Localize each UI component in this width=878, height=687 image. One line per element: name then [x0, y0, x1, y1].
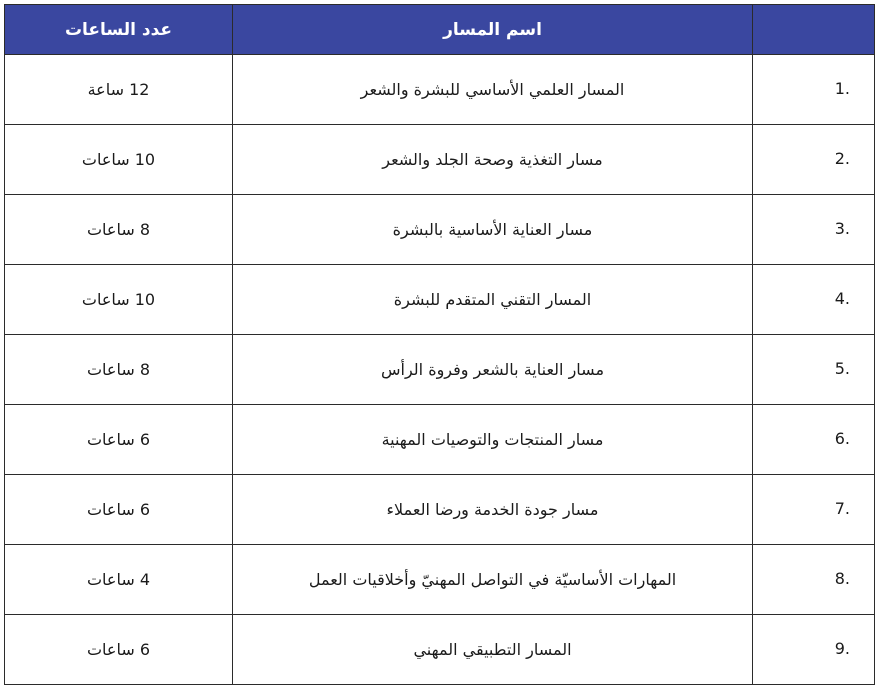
track-hours: 6 ساعات: [5, 405, 233, 475]
track-name: مسار جودة الخدمة ورضا العملاء: [233, 475, 753, 545]
table-row: [5, 125, 875, 195]
row-number: .4: [753, 265, 875, 335]
track-name: مسار العناية الأساسية بالبشرة: [233, 195, 753, 265]
header-track-name: اسم المسار: [233, 5, 753, 55]
track-name: مسار المنتجات والتوصيات المهنية: [233, 405, 753, 475]
track-name: المسار العلمي الأساسي للبشرة والشعر: [233, 55, 753, 125]
track-name: مسار التغذية وصحة الجلد والشعر: [233, 125, 753, 195]
track-hours: 4 ساعات: [5, 545, 233, 615]
table-row: [5, 545, 875, 615]
track-hours: 8 ساعات: [5, 195, 233, 265]
track-hours: 10 ساعات: [5, 265, 233, 335]
header-hours: عدد الساعات: [5, 5, 233, 55]
track-hours: 6 ساعات: [5, 475, 233, 545]
track-name: المسار التطبيقي المهني: [233, 615, 753, 685]
track-name: المسار التقني المتقدم للبشرة: [233, 265, 753, 335]
track-hours: 10 ساعات: [5, 125, 233, 195]
row-number: .7: [753, 475, 875, 545]
row-number: .9: [753, 615, 875, 685]
table-row: [5, 55, 875, 125]
track-hours: 6 ساعات: [5, 615, 233, 685]
courses-table-container: [4, 4, 874, 683]
row-number: .3: [753, 195, 875, 265]
track-name: مسار العناية بالشعر وفروة الرأس: [233, 335, 753, 405]
table-row: [5, 475, 875, 545]
table-row: [5, 265, 875, 335]
table-row: [5, 195, 875, 265]
courses-table: [4, 4, 875, 685]
row-number: .6: [753, 405, 875, 475]
track-hours: 12 ساعة: [5, 55, 233, 125]
row-number: .2: [753, 125, 875, 195]
track-hours: 8 ساعات: [5, 335, 233, 405]
row-number: .5: [753, 335, 875, 405]
table-row: [5, 405, 875, 475]
track-name: المهارات الأساسيّة في التواصل المهنيّ وأخلاقيات العمل: [233, 545, 753, 615]
row-number: .1: [753, 55, 875, 125]
table-header-row: [5, 5, 875, 55]
table-row: [5, 335, 875, 405]
table-row: [5, 615, 875, 685]
row-number: .8: [753, 545, 875, 615]
header-number: [753, 5, 875, 55]
